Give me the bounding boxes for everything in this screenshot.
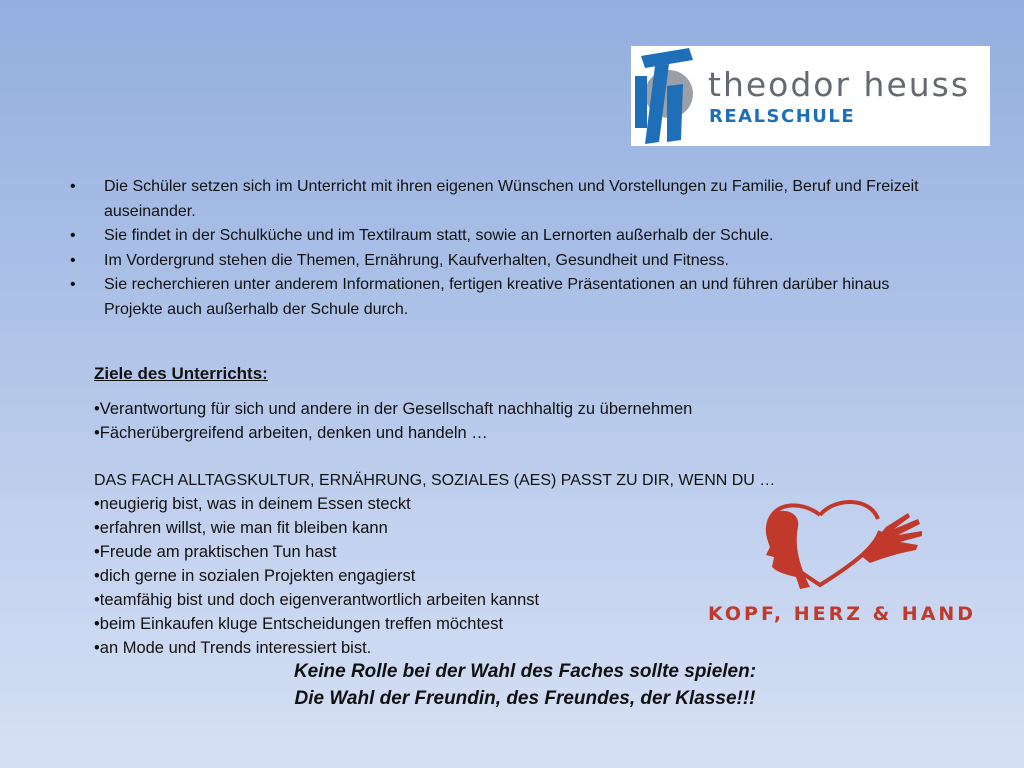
closing-line-1: Keine Rolle bei der Wahl des Faches sollte spielen: bbox=[293, 661, 757, 682]
school-name: theodor heuss bbox=[708, 65, 971, 104]
school-type: REALSCHULE bbox=[709, 106, 856, 127]
list-item: •Freude am praktischen Tun hast bbox=[94, 543, 337, 561]
list-item bbox=[70, 224, 950, 249]
closing-line-2: Die Wahl der Freundin, des Freundes, der Klasse!!! bbox=[294, 688, 756, 709]
list-item bbox=[70, 175, 950, 224]
list-item: •an Mode und Trends interessiert bist. bbox=[94, 639, 372, 657]
fit-list bbox=[94, 492, 694, 660]
bullet-text: Die Schüler setzen sich im Unterricht mit ihren eigenen Wünschen und Vorstellungen zu Familie, Beruf und Freizeit auseinander. bbox=[104, 178, 919, 220]
list-item: •beim Einkaufen kluge Entscheidungen treffen möchtest bbox=[94, 615, 504, 633]
bullet-text: Sie findet in der Schulküche und im Textilraum statt, sowie an Lernorten außerhalb der Schule. bbox=[104, 227, 774, 244]
goals-list bbox=[94, 397, 894, 445]
head-heart-hand-icon bbox=[760, 497, 930, 592]
list-item bbox=[70, 273, 950, 322]
list-item: •Verantwortung für sich und andere in der Gesellschaft nachhaltig zu übernehmen bbox=[94, 400, 693, 418]
bullet-text: Im Vordergrund stehen die Themen, Ernährung, Kaufverhalten, Gesundheit und Fitness. bbox=[104, 251, 729, 269]
closing-statement bbox=[0, 658, 1024, 712]
list-item: •dich gerne in sozialen Projekten engagierst bbox=[94, 567, 416, 585]
bullet-icon: • bbox=[70, 227, 76, 244]
list-item: •teamfähig bist und doch eigenverantwortlich arbeiten kannst bbox=[94, 591, 540, 609]
fit-heading: DAS FACH ALLTAGSKULTUR, ERNÄHRUNG, SOZIALES (AES) PASST ZU DIR, WENN DU … bbox=[94, 472, 776, 489]
list-item: •erfahren willst, wie man fit bleiben kann bbox=[94, 519, 388, 537]
bullet-icon: • bbox=[70, 178, 76, 195]
bullet-icon: • bbox=[70, 251, 76, 269]
list-item bbox=[70, 249, 950, 274]
school-logo bbox=[631, 46, 990, 146]
intro-bullet-list bbox=[70, 175, 950, 322]
list-item: •Fächerübergreifend arbeiten, denken und handeln … bbox=[94, 424, 488, 442]
th-emblem-icon bbox=[631, 46, 703, 146]
bullet-text: Sie recherchieren unter anderem Informationen, fertigen kreative Präsentationen an und führen darüber hinaus Projekte auch außerhalb der Schule durch. bbox=[104, 276, 890, 318]
kopf-herz-hand-label: KOPF, HERZ & HAND bbox=[708, 603, 977, 625]
list-item: •neugierig bist, was in deinem Essen steckt bbox=[94, 495, 411, 513]
bullet-icon: • bbox=[70, 276, 76, 293]
goals-title: Ziele des Unterrichts: bbox=[94, 364, 268, 383]
